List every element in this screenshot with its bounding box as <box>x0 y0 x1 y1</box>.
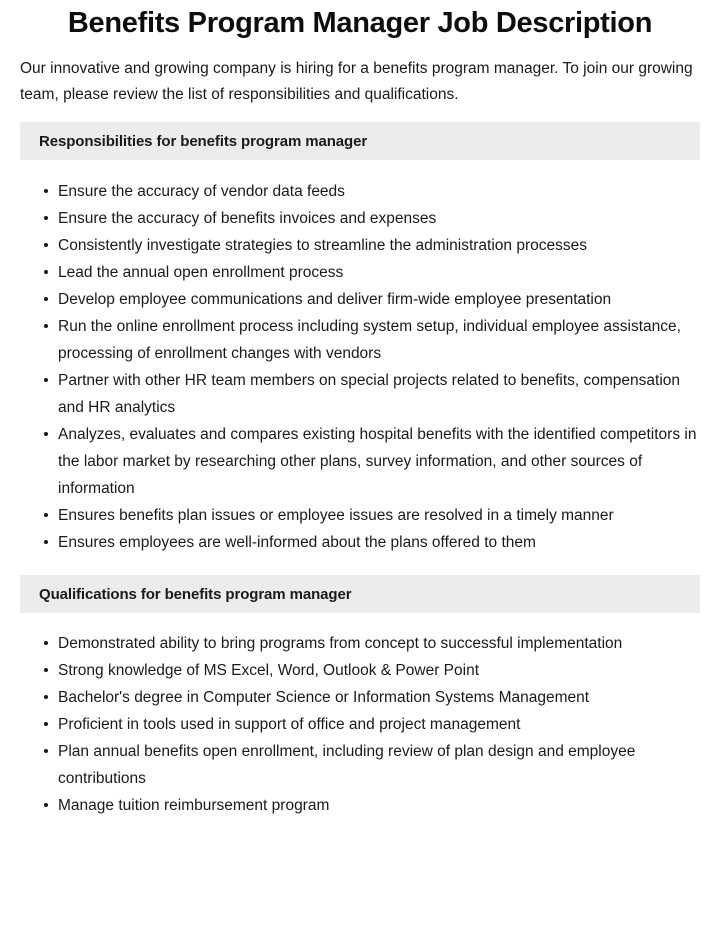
section-header-label: Qualifications for benefits program manager <box>39 585 352 603</box>
list-item: Manage tuition reimbursement program <box>20 792 700 819</box>
list-item: Lead the annual open enrollment process <box>20 259 700 286</box>
qualifications-list <box>20 630 700 819</box>
list-item: Ensure the accuracy of benefits invoices and expenses <box>20 205 700 232</box>
section-responsibilities <box>20 122 700 556</box>
list-item: Bachelor's degree in Computer Science or Information Systems Management <box>20 684 700 711</box>
page-title: Benefits Program Manager Job Description <box>67 7 653 39</box>
section-qualifications <box>20 575 700 819</box>
list-item: Run the online enrollment process including system setup, individual employee assistance, processing of enrollment changes with vendors <box>20 313 700 367</box>
list-item: Ensures employees are well-informed about the plans offered to them <box>20 529 700 556</box>
list-item: Analyzes, evaluates and compares existing hospital benefits with the identified competitors in the labor market by researching other plans, survey information, and other sources of information <box>20 421 700 502</box>
section-header-label: Responsibilities for benefits program manager <box>39 132 368 150</box>
list-item: Proficient in tools used in support of office and project management <box>20 711 700 738</box>
list-item: Develop employee communications and deliver firm-wide employee presentation <box>20 286 700 313</box>
list-item: Partner with other HR team members on special projects related to benefits, compensation and HR analytics <box>20 367 700 421</box>
list-item: Plan annual benefits open enrollment, including review of plan design and employee contributions <box>20 738 700 792</box>
responsibilities-list <box>20 178 700 556</box>
list-item: Demonstrated ability to bring programs from concept to successful implementation <box>20 630 700 657</box>
intro-paragraph: Our innovative and growing company is hiring for a benefits program manager. To join our growing team, please review the list of responsibilities and qualifications. <box>20 60 693 103</box>
list-item: Ensures benefits plan issues or employee issues are resolved in a timely manner <box>20 502 700 529</box>
section-header-qualifications <box>20 575 700 613</box>
list-item: Ensure the accuracy of vendor data feeds <box>20 178 700 205</box>
list-item: Strong knowledge of MS Excel, Word, Outlook & Power Point <box>20 657 700 684</box>
list-item: Consistently investigate strategies to streamline the administration processes <box>20 232 700 259</box>
section-header-responsibilities <box>20 122 700 160</box>
